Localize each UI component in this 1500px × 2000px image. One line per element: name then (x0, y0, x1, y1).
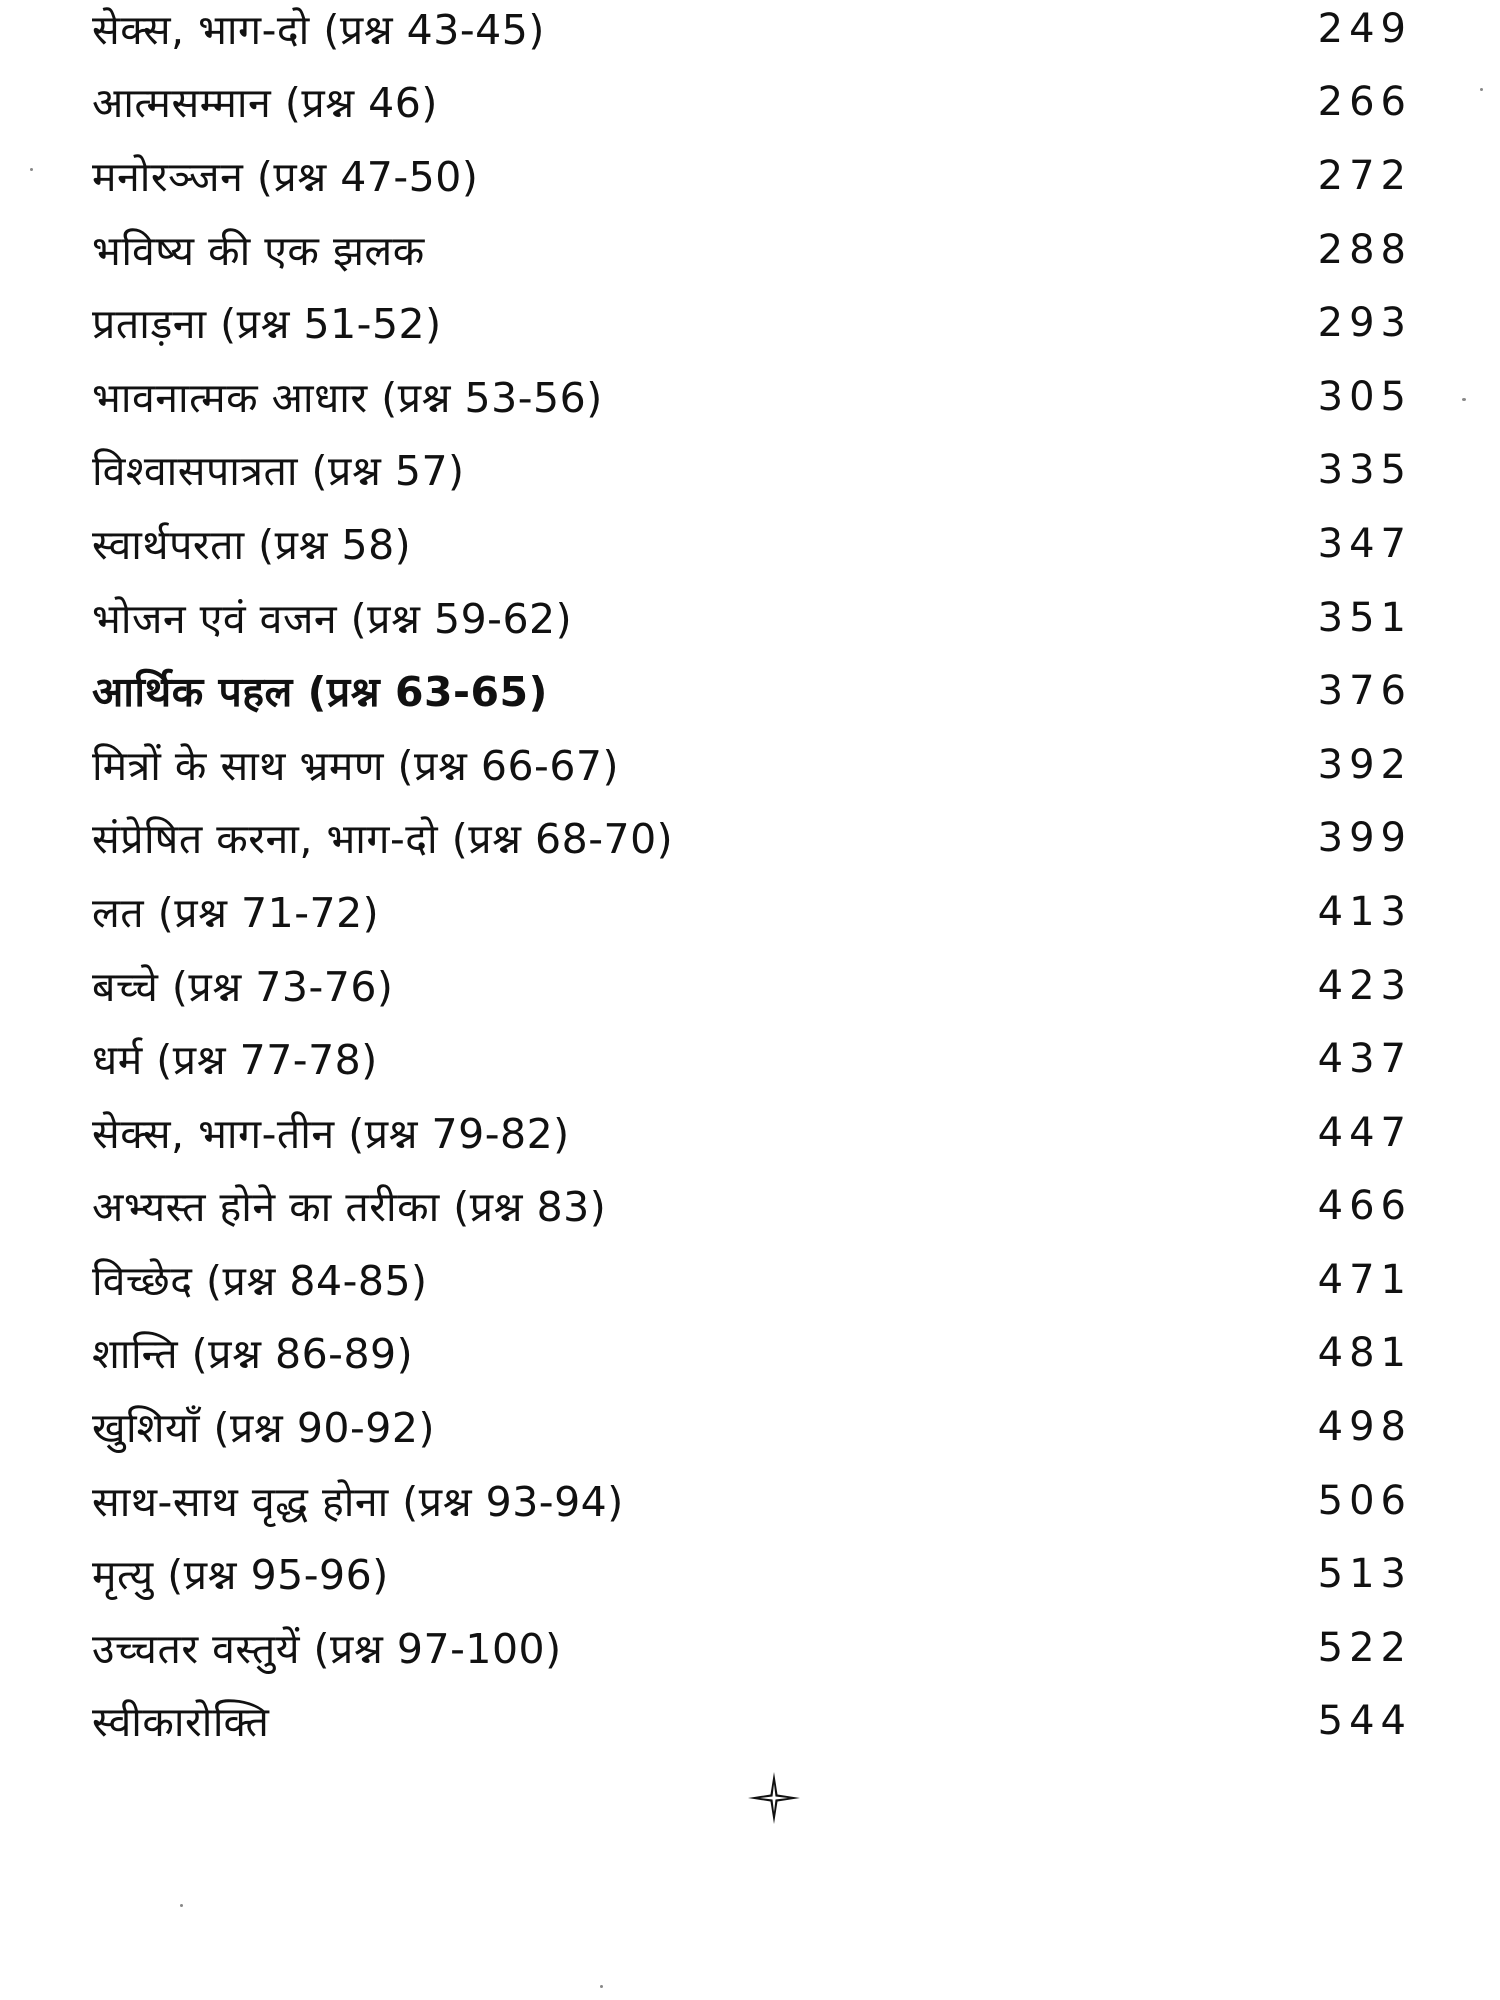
toc-entry-title: आर्थिक पहल (प्रश्न 63-65) (92, 668, 548, 717)
toc-entry (92, 1022, 1412, 1096)
toc-entry-title: शान्ति (प्रश्न 86-89) (92, 1330, 414, 1379)
toc-entry-page-number: 288 (1317, 226, 1412, 273)
scan-speck (30, 168, 33, 171)
toc-entry (92, 1611, 1412, 1685)
toc-entry-title: मित्रों के साथ भ्रमण (प्रश्न 66-67) (92, 741, 620, 790)
toc-entry-page-number: 266 (1317, 79, 1412, 126)
toc-entry-page-number: 305 (1317, 373, 1412, 420)
four-point-star-icon (746, 1770, 802, 1826)
toc-entry (92, 1390, 1412, 1464)
toc-entry (92, 1096, 1412, 1170)
toc-entry-page-number: 522 (1317, 1624, 1412, 1671)
table-of-contents (92, 0, 1412, 1758)
toc-entry-page-number: 272 (1317, 152, 1412, 199)
toc-entry-title: भावनात्मक आधार (प्रश्न 53-56) (92, 373, 603, 422)
toc-entry (92, 1243, 1412, 1317)
toc-entry-page-number: 392 (1317, 741, 1412, 788)
toc-entry (92, 1685, 1412, 1759)
toc-entry (92, 654, 1412, 728)
toc-entry-title: मनोरञ्जन (प्रश्न 47-50) (92, 152, 479, 201)
toc-entry-page-number: 249 (1317, 5, 1412, 52)
toc-entry-page-number: 498 (1317, 1404, 1412, 1451)
toc-entry-page-number: 293 (1317, 300, 1412, 347)
toc-entry-title: खुशियाँ (प्रश्न 90-92) (92, 1404, 435, 1453)
toc-entry-page-number: 423 (1317, 962, 1412, 1009)
toc-entry-page-number: 506 (1317, 1477, 1412, 1524)
toc-entry-title: सेक्स, भाग-दो (प्रश्न 43-45) (92, 5, 545, 54)
toc-entry (92, 360, 1412, 434)
toc-entry (92, 434, 1412, 508)
toc-entry-title: विच्छेद (प्रश्न 84-85) (92, 1256, 428, 1305)
toc-entry-page-number: 376 (1317, 668, 1412, 715)
toc-entry (92, 0, 1412, 66)
toc-entry-title: भविष्य की एक झलक (92, 226, 425, 275)
toc-entry (92, 728, 1412, 802)
toc-entry-title: भोजन एवं वजन (प्रश्न 59-62) (92, 594, 573, 643)
toc-entry-page-number: 513 (1317, 1551, 1412, 1598)
toc-entry (92, 1464, 1412, 1538)
toc-entry-title: बच्चे (प्रश्न 73-76) (92, 962, 394, 1011)
toc-entry (92, 802, 1412, 876)
toc-entry-page-number: 447 (1317, 1109, 1412, 1156)
toc-entry (92, 1317, 1412, 1391)
toc-entry-title: प्रताड़ना (प्रश्न 51-52) (92, 300, 442, 349)
toc-entry-title: सेक्स, भाग-तीन (प्रश्न 79-82) (92, 1109, 570, 1158)
toc-entry-title: स्वीकारोक्ति (92, 1698, 270, 1747)
toc-entry-page-number: 466 (1317, 1183, 1412, 1230)
toc-entry-title: साथ-साथ वृद्ध होना (प्रश्न 93-94) (92, 1477, 624, 1526)
toc-entry-page-number: 413 (1317, 888, 1412, 935)
toc-entry (92, 875, 1412, 949)
toc-entry-title: संप्रेषित करना, भाग-दो (प्रश्न 68-70) (92, 815, 674, 864)
toc-entry-page-number: 481 (1317, 1330, 1412, 1377)
toc-entry (92, 1170, 1412, 1244)
toc-entry-title: उच्चतर वस्तुयें (प्रश्न 97-100) (92, 1624, 562, 1673)
toc-entry-title: आत्मसम्मान (प्रश्न 46) (92, 79, 438, 128)
toc-entry-title: लत (प्रश्न 71-72) (92, 888, 380, 937)
toc-entry (92, 581, 1412, 655)
scan-speck (180, 1904, 183, 1907)
toc-entry-title: अभ्यस्त होने का तरीका (प्रश्न 83) (92, 1183, 607, 1232)
toc-entry (92, 949, 1412, 1023)
toc-entry (92, 286, 1412, 360)
toc-entry (92, 1537, 1412, 1611)
toc-entry-title: विश्वासपात्रता (प्रश्न 57) (92, 447, 465, 496)
toc-entry-title: स्वार्थपरता (प्रश्न 58) (92, 520, 412, 569)
toc-entry (92, 139, 1412, 213)
toc-entry-page-number: 437 (1317, 1036, 1412, 1083)
toc-entry (92, 66, 1412, 140)
toc-entry-title: मृत्यु (प्रश्न 95-96) (92, 1551, 389, 1600)
toc-entry-page-number: 347 (1317, 520, 1412, 567)
toc-entry (92, 507, 1412, 581)
toc-entry (92, 213, 1412, 287)
toc-entry-page-number: 544 (1317, 1698, 1412, 1745)
toc-entry-page-number: 335 (1317, 447, 1412, 494)
scan-speck (1462, 398, 1466, 401)
scan-speck (600, 1985, 603, 1988)
scan-speck (1480, 88, 1483, 91)
toc-entry-page-number: 351 (1317, 594, 1412, 641)
toc-entry-page-number: 471 (1317, 1256, 1412, 1303)
toc-entry-page-number: 399 (1317, 815, 1412, 862)
toc-entry-title: धर्म (प्रश्न 77-78) (92, 1036, 378, 1085)
